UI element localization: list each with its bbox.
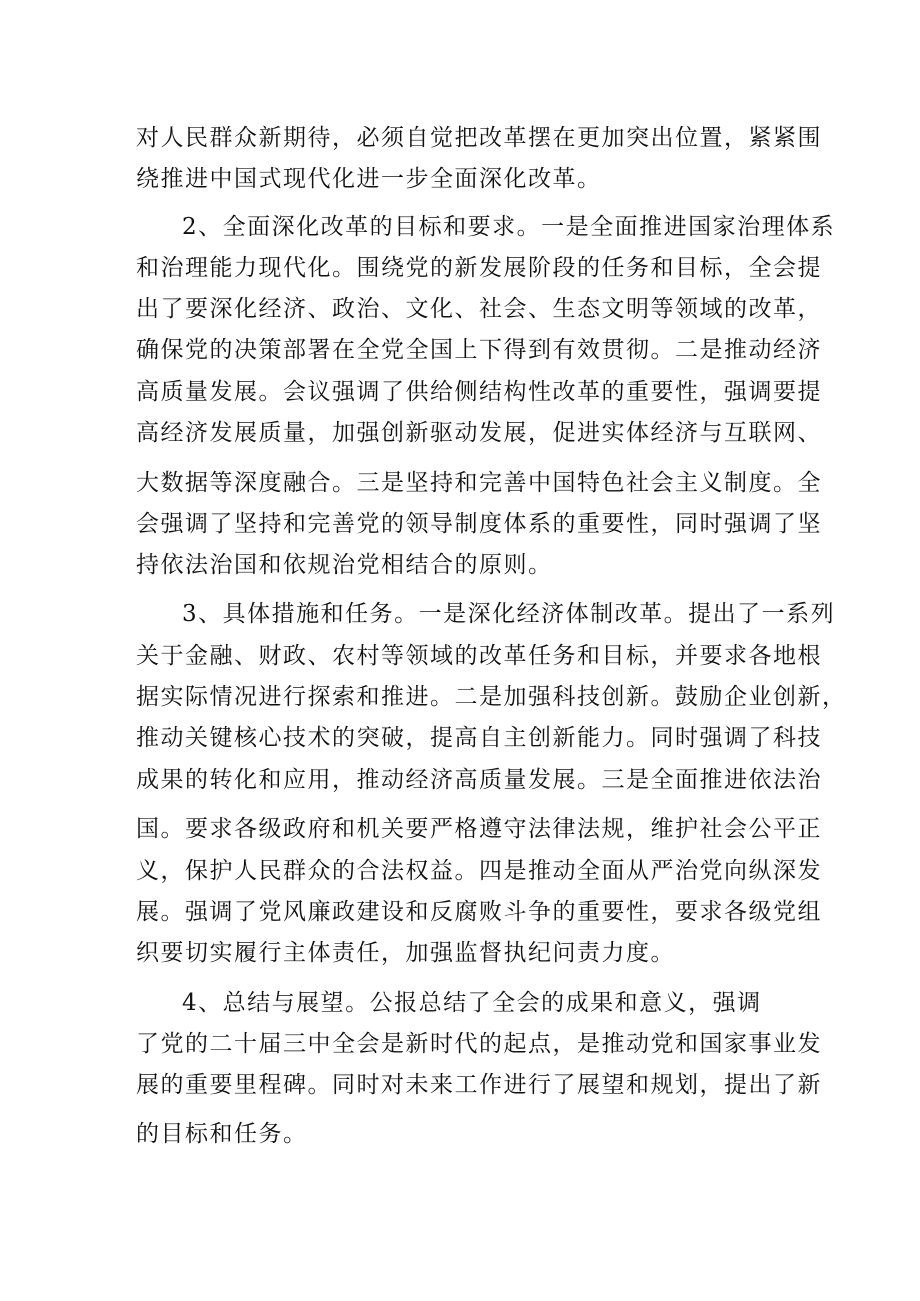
text-line: 高质量发展。会议强调了供给侧结构性改革的重要性，强调要提 [136, 379, 822, 405]
text-line: 绕推进中国式现代化进一步全面深化改革。 [136, 166, 602, 192]
paragraph-3-start: 3、具体措施和任务。一是深化经济体制改革。提出了一系列 [182, 601, 836, 627]
text-line: 会强调了坚持和完善党的领导制度体系的重要性，同时强调了坚 [136, 511, 822, 537]
text-line: 高经济发展质量，加强创新驱动发展，促进实体经济与互联网、 [136, 420, 822, 446]
paragraph-4-start: 4、总结与展望。公报总结了全会的成果和意义，强调 [182, 990, 762, 1016]
text-line: 持依法治国和依规治党相结合的原则。 [136, 552, 553, 578]
text-line: 推动关键核心技术的突破，提高自主创新能力。同时强调了科技 [136, 725, 822, 751]
text-line: 据实际情况进行探索和推进。二是加强科技创新。鼓励企业创新， [136, 684, 847, 710]
text-line: 确保党的决策部署在全党全国上下得到有效贯彻。二是推动经济 [136, 337, 822, 363]
text-line: 成果的转化和应用，推动经济高质量发展。三是全面推进依法治 [136, 767, 822, 793]
text-line: 了党的二十届三中全会是新时代的起点，是推动党和国家事业发 [136, 1031, 822, 1057]
text-line: 展。强调了党风廉政建设和反腐败斗争的重要性，要求各级党组 [136, 899, 822, 925]
text-line: 的目标和任务。 [136, 1121, 308, 1147]
text-line: 对人民群众新期待，必须自觉把改革摆在更加突出位置，紧紧围 [136, 125, 822, 151]
text-line: 和治理能力现代化。围绕党的新发展阶段的任务和目标，全会提 [136, 255, 822, 281]
text-line: 国。要求各级政府和机关要严格遵守法律法规，维护社会公平正 [136, 816, 822, 842]
text-line: 出了要深化经济、政治、文化、社会、生态文明等领域的改革， [136, 296, 822, 322]
text-line: 关于金融、财政、农村等领域的改革任务和目标，并要求各地根 [136, 643, 822, 669]
text-line: 织要切实履行主体责任，加强监督执纪问责力度。 [136, 940, 675, 966]
paragraph-2-start: 2、全面深化改革的目标和要求。一是全面推进国家治理体系 [182, 214, 836, 240]
text-line: 展的重要里程碑。同时对未来工作进行了展望和规划，提出了新 [136, 1072, 822, 1098]
text-line: 大数据等深度融合。三是坚持和完善中国特色社会主义制度。全 [136, 470, 822, 496]
text-line: 义，保护人民群众的合法权益。四是推动全面从严治党向纵深发 [136, 858, 822, 884]
